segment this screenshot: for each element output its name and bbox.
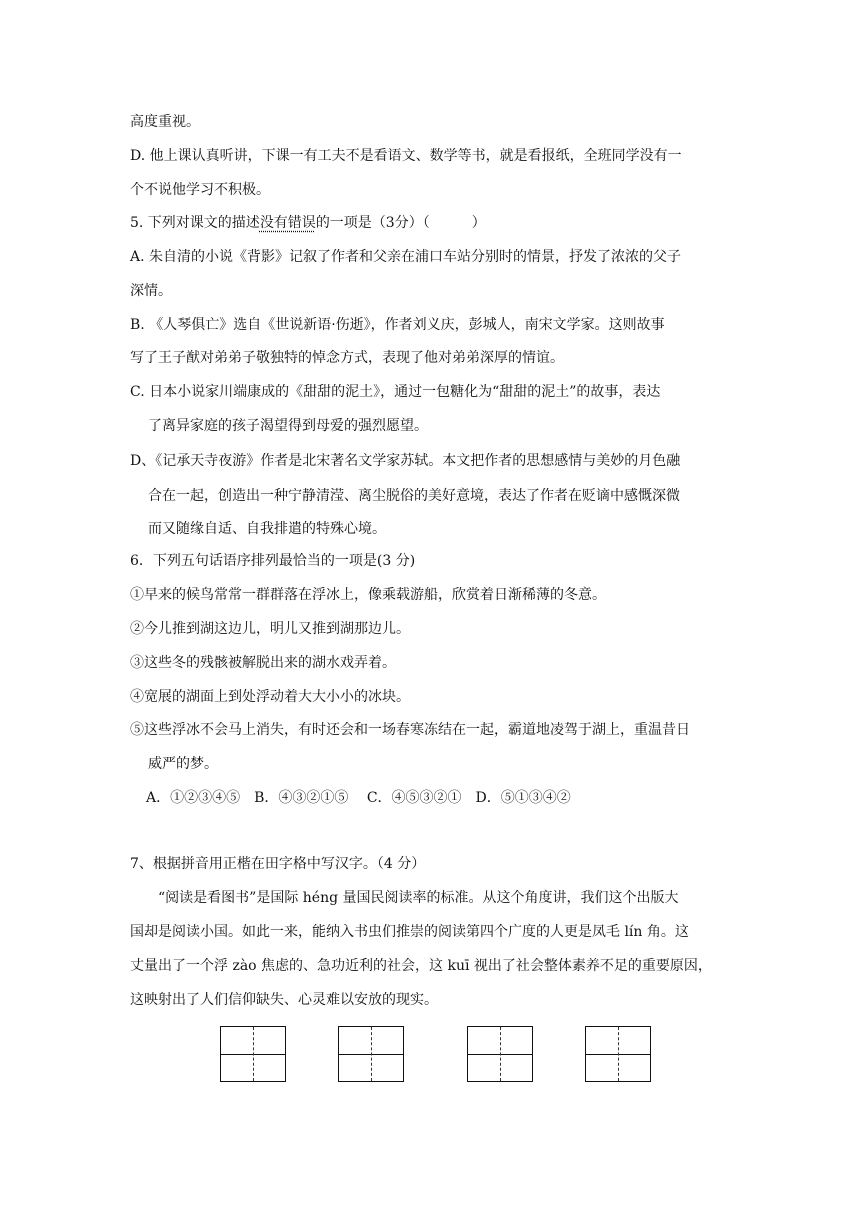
q6-sentence-5-line1: ⑤这些浮冰不会马上消失，有时还会和一场春寒冻结在一起，霸道地凌驾于湖上，重温昔日 <box>130 722 690 738</box>
q5-stem <box>130 213 486 233</box>
q5-option-d-line2: 合在一起，创造出一种宁静清滢、离尘脱俗的美好意境，表达了作者在贬谪中感慨深微 <box>148 488 680 504</box>
q5-option-c-line2: 了离异家庭的孩子渴望得到母爱的强烈愿望。 <box>148 418 428 434</box>
q4-option-d-line1: D. 他上课认真听讲，下课一有工夫不是看语文、数学等书，就是看报纸，全班同学没有一 <box>130 148 682 164</box>
q5-stem-pre: 5. 下列对课文的描述 <box>130 215 260 231</box>
q6-sentence-1: ①早来的候鸟常常一群群落在浮冰上，像乘载游船，欣赏着日渐稀薄的冬意。 <box>130 587 606 603</box>
q7-stem: 7、根据拼音用正楷在田字格中写汉字。（4 分） <box>130 856 426 872</box>
q5-option-b-line1: B. 《人琴俱亡》选自《世说新语·伤逝》，作者刘义庆，彭城人，南宋文学家。这则故事 <box>130 317 665 333</box>
tianzige-box-1[interactable] <box>220 1026 286 1082</box>
q6-sentence-2: ②今儿推到湖这边儿，明儿又推到湖那边儿。 <box>130 621 410 637</box>
q6-sentence-4: ④宽展的湖面上到处浮动着大大小小的冰块。 <box>130 689 410 705</box>
q7-passage-line2: 国却是阅读小国。如此一来，能纳入书虫们推崇的阅读第四个广度的人更是凤毛 lín 角。这 <box>130 924 689 940</box>
q5-option-d-line3: 而又随缘自适、自我排遣的特殊心境。 <box>148 521 386 537</box>
q5-option-b-line2: 写了王子猷对弟弟子敬独特的悼念方式，表现了他对弟弟深厚的情谊。 <box>130 350 564 366</box>
q5-option-d-line1: D、《记承天寺夜游》作者是北宋著名文学家苏轼。本文把作者的思想感情与美妙的月色融 <box>130 453 681 469</box>
q7-passage-line3: 丈量出了一个浮 zào 焦虑的、急功近利的社会，这 kuī 视出了社会整体素养不足的重要原因， <box>130 958 712 974</box>
q5-option-a-line2: 深情。 <box>130 283 172 299</box>
q7-passage-line4: 这映射出了人们信仰缺失、心灵难以安放的现实。 <box>130 992 438 1008</box>
q4-option-d-line2: 个不说他学习不积极。 <box>130 182 270 198</box>
q6-sentence-5-line2: 威严的梦。 <box>148 756 218 772</box>
q6-options: A．①②③④⑤ B．④③②①⑤ C．④⑤③②① D．⑤①③④② <box>146 790 571 806</box>
q6-stem: 6．下列五句话语序排列最恰当的一项是(3 分) <box>130 553 416 569</box>
q5-stem-emphasis: 没有错误 <box>259 215 316 231</box>
tianzige-box-2[interactable] <box>338 1026 404 1082</box>
q5-stem-post: 的一项是（3分）（ ） <box>315 215 486 231</box>
q7-passage-line1: “阅读是看图书”是国际 héng 量国民阅读率的标准。从这个角度讲，我们这个出版大 <box>158 890 679 906</box>
tianzige-box-4[interactable] <box>585 1026 651 1082</box>
tianzige-box-3[interactable] <box>467 1026 533 1082</box>
q5-option-a-line1: A. 朱自清的小说《背影》记叙了作者和父亲在浦口车站分别时的情景，抒发了浓浓的父子 <box>130 249 682 265</box>
q6-sentence-3: ③这些冬的残骸被解脱出来的湖水戏弄着。 <box>130 655 396 671</box>
q5-option-c-line1: C. 日本小说家川端康成的《甜甜的泥土》，通过一包糖化为“甜甜的泥土”的故事，表达 <box>130 384 661 400</box>
q4-text-line: 高度重视。 <box>130 114 200 130</box>
